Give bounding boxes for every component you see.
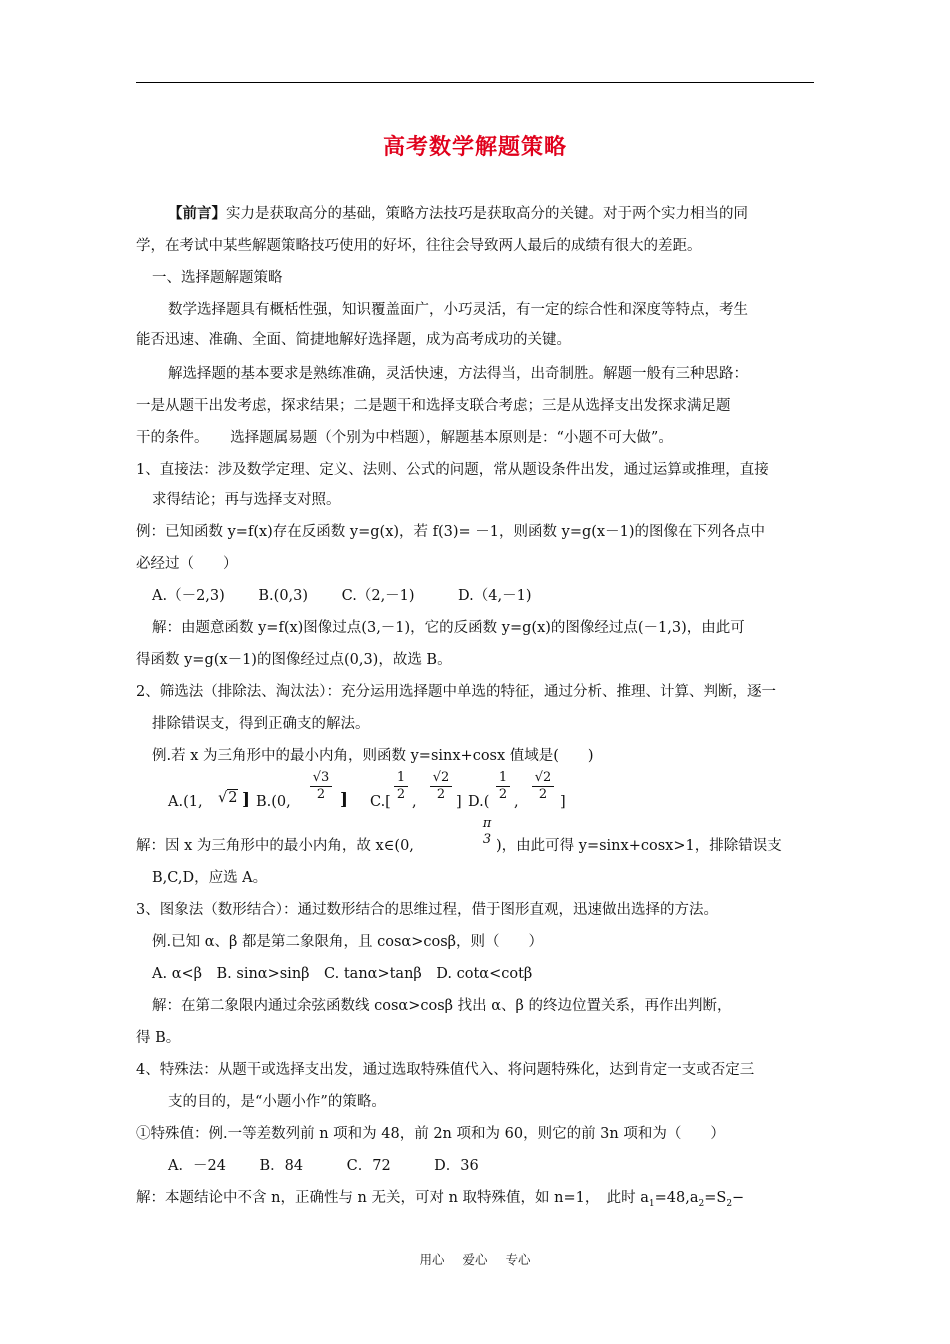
para1-line-2: 能否迅速、准确、全面、简捷地解好选择题，成为高考成功的关键。 — [136, 332, 571, 348]
option-c-bracket: ] — [456, 794, 462, 810]
option-d-sep: , — [514, 794, 519, 810]
method1-options: A.（－2,3) B.(0,3) C.（2,－1) D.（4,－1) — [152, 588, 532, 604]
footer-word-2: 爱心 — [462, 1252, 488, 1267]
footer-word-3: 专心 — [505, 1252, 531, 1267]
option-a-label: A.(1, — [168, 794, 203, 810]
option-d-bracket: ] — [560, 794, 566, 810]
option-a-sqrt: √2 — [218, 790, 238, 806]
fraction-1-over-2-d: $\frac{1}{2}$ — [496, 770, 510, 802]
option-d-label: D.( — [468, 794, 490, 810]
method3-solution-2: 得 B。 — [136, 1030, 181, 1046]
method4-solution: 解：本题结论中不含 n，正确性与 n 无关，可对 n 取特殊值，如 n=1， 此时 $a_1=48,a_2=S_2-$ — [136, 1190, 745, 1209]
option-c-sep: , — [412, 794, 417, 810]
page-title: 高考数学解题策略 — [382, 134, 567, 160]
intro-tag: 【前言】 — [168, 205, 226, 222]
method1-line-1: 1、直接法：涉及数学定理、定义、法则、公式的问题，常从题设条件出发，通过运算或推理，直接 — [136, 462, 769, 478]
para2-line-3: 干的条件。 选择题属易题（个别为中档题），解题基本原则是：“小题不可大做”。 — [136, 430, 673, 446]
footer-word-1: 用心 — [419, 1252, 445, 1267]
fraction-root2-over-2-d: $\frac{√2}{2}$ — [532, 770, 554, 802]
method1-example-1: 例：已知函数 y=f(x)存在反函数 y=g(x)，若 f(3)= －1，则函数 y=g(x－1)的图像在下列各点中 — [136, 524, 765, 540]
method2-solution-2: B,C,D，应选 A。 — [152, 870, 268, 886]
intro-line-1: 【前言】实力是获取高分的基础，策略方法技巧是获取高分的关键。对于两个实力相当的同 — [168, 205, 748, 222]
header-rule — [136, 82, 814, 83]
method4-example: ①特殊值：例.一等差数列前 n 项和为 48，前 2n 项和为 60，则它的前 3n 项和为（ ） — [136, 1126, 725, 1142]
method3-solution-1: 解：在第二象限内通过余弦函数线 cosα>cosβ 找出 α、β 的终边位置关系，再作出判断， — [152, 998, 732, 1014]
method2-example: 例.若 x 为三角形中的最小内角，则函数 y=sinx+cosx 值域是( ) — [152, 748, 594, 764]
intro-line-2: 学，在考试中某些解题策略技巧使用的好坏，往往会导致两人最后的成绩有很大的差距。 — [136, 238, 702, 254]
method3-options: A. α<β B. sinα>sinβ C. tanα>tanβ D. cotα<cotβ — [152, 966, 533, 982]
method3-line-1: 3、图象法（数形结合）：通过数形结合的思维过程，借于图形直观，迅速做出选择的方法。 — [136, 902, 718, 918]
option-c-label: C.[ — [370, 794, 391, 810]
page-footer — [0, 1250, 950, 1268]
option-a-bracket: ] — [242, 790, 251, 810]
para1-line-1: 数学选择题具有概栝性强，知识覆盖面广，小巧灵活，有一定的综合性和深度等特点，考生 — [168, 302, 748, 318]
fraction-root2-over-2-c: $\frac{√2}{2}$ — [430, 770, 452, 802]
para2-line-1: 解选择题的基本要求是熟练准确，灵活快速，方法得当，出奇制胜。解题一般有三种思路： — [168, 366, 748, 382]
option-b-label: B.(0, — [256, 794, 291, 810]
option-b-bracket: ] — [340, 790, 349, 810]
method4-line-2: 支的目的，是“小题小作”的策略。 — [168, 1094, 386, 1110]
method2-line-2: 排除错误支，得到正确支的解法。 — [152, 716, 370, 732]
fraction-root3-over-2: $\frac{√3}{2}$ — [310, 770, 332, 802]
method1-example-2: 必经过（ ） — [136, 556, 238, 572]
method2-line-1: 2、筛选法（排除法、淘汰法）：充分运用选择题中单选的特征，通过分析、推理、计算、判断，逐一 — [136, 684, 776, 700]
method1-solution-2: 得函数 y=g(x－1)的图像经过点(0,3)，故选 B。 — [136, 652, 452, 668]
para2-line-2: 一是从题干出发考虑，探求结果；二是题干和选择支联合考虑；三是从选择支出发探求满足题 — [136, 398, 731, 414]
fraction-pi-over-3: π 3 — [482, 816, 492, 847]
method4-options: A．－24 B．84 C．72 D．36 — [168, 1158, 479, 1174]
method1-solution-1: 解：由题意函数 y=f(x)图像过点(3,－1)，它的反函数 y=g(x)的图像经过点(－1,3)，由此可 — [152, 620, 745, 636]
section-heading: 一、选择题解题策略 — [152, 270, 283, 286]
method3-example: 例.已知 α、β 都是第二象限角，且 cosα>cosβ，则（ ） — [152, 934, 544, 950]
method1-line-2: 求得结论；再与选择支对照。 — [152, 492, 341, 508]
fraction-1-over-2-c: $\frac{1}{2}$ — [394, 770, 408, 802]
method2-solution-1b: )，由此可得 y=sinx+cosx>1，排除错误支 — [496, 838, 782, 854]
method2-solution-1a: 解：因 x 为三角形中的最小内角，故 x∈(0, — [136, 838, 414, 854]
method4-line-1: 4、特殊法：从题干或选择支出发，通过选取特殊值代入、将问题特殊化，达到肯定一支或否定三 — [136, 1062, 755, 1078]
